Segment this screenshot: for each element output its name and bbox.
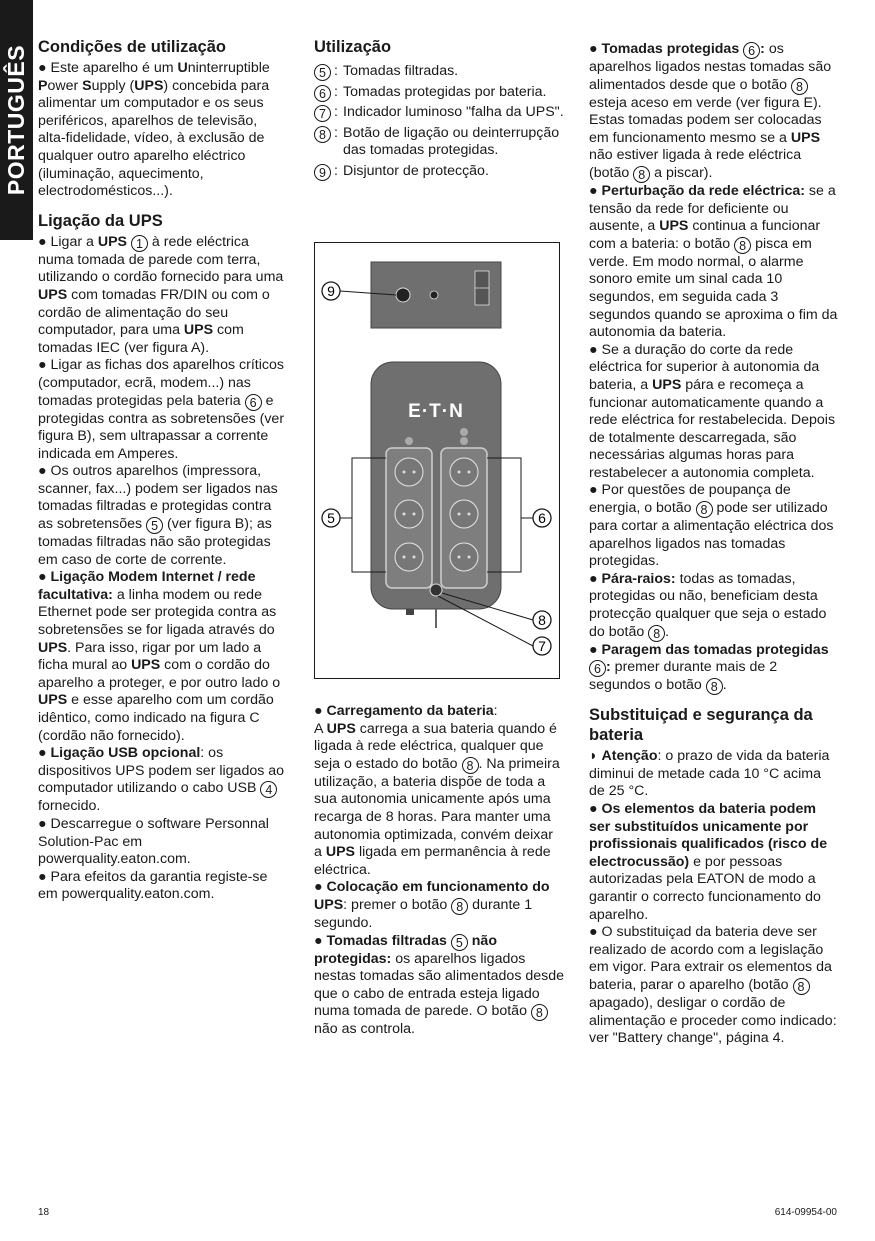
callout-6: 6 [245,394,262,411]
callout-8: 8 [648,625,665,642]
energy-saving-paragraph: ● Por questões de poupança de energia, o botão 8 pode ser utilizado para cortar a alimentação eléctrica dos aparelhos ligados nas tomadas protegidas. [589,482,834,570]
legend-item: 9 : Disjuntor de protecção. [314,163,564,181]
callout-8: 8 [706,678,723,695]
lightning-paragraph: ● Pára-raios: todas as tomadas, protegidas ou não, beneficiam desta protecção qualquer que seja o estado do botão 8 . [589,570,827,641]
legend-item: 5 : Tomadas filtradas. [314,63,564,81]
language-tab [0,0,33,240]
callout-1: 1 [131,235,148,252]
svg-text:7: 7 [538,638,546,654]
svg-text:8: 8 [538,612,546,628]
replacement-paragraph: ● O substituiçad da bateria deve ser realizado de acordo com a legislação em vigor. Para extrair os elementos da bateria, parar o aparelho (botão 8 apagado), desligar o cordão de alimentação e proceder como indicado: ver "Battery change", página 4. [589,924,837,1047]
language-tab-label: PORTUGUÊS [3,44,29,196]
callout-8: 8 [462,757,479,774]
ups-figure [314,242,560,679]
long-outage-paragraph: ● Se a duração do corte da rede eléctrica for superior à autonomia da bateria, a UPS pára e recomeça a funcionar automaticamente quando a rede eléctrica for restabelecida. Depois de totalmente descarregada, são necessárias algumas horas para restabelecer a autonomia completa. [589,341,836,481]
legend-item: 8 : Botão de ligação ou deinterrupção das tomadas protegidas. [314,125,564,160]
power-button-icon [430,584,442,596]
column-2 [314,37,564,184]
page-number: 18 [38,1207,50,1218]
callout-8: 8 [531,1004,548,1021]
protected-outlets-paragraph: ● Tomadas protegidas 6 : os aparelhos ligados nestas tomadas são alimentados desde que o botão 8 esteja aceso em verde (ver figura E). Estas tomadas podem ser colocadas em funcionamento mesmo se a UPS não estiver ligada à rede eléctrica (botão 8 a piscar). [589,41,832,182]
stop-paragraph: ● Paragem das tomadas protegidas 6 : premer durante mais de 2 segundos o botão 8 . [589,641,829,695]
callout-8: 8 [791,78,808,95]
legend-list [314,63,564,181]
legend-item: 7 : Indicador luminoso "falha da UPS". [314,104,564,122]
column-2-lower [314,703,564,1039]
callout-8: 8 [696,501,713,518]
charging-heading: ● Carregamento da bateria: [314,703,498,719]
modem-paragraph: ● Ligação Modem Internet / rede facultativa: a linha modem ou rede Ethernet pode ser protegida contra as sobretensões se for ligada através do UPS. Para isso, rigar por um lado a ficha mural ao UPS com o cordão do aparelho a proteger, e por outro lado o UPS e esse aparelho com um cordão idêntico, como indicado na figura C (cordão não fornecido). [38,569,281,744]
document-code: 614-09954-00 [774,1207,837,1218]
callout-8: 8 [451,898,468,915]
column-1 [38,37,288,904]
usb-paragraph: ● Ligação USB opcional: os dispositivos UPS podem ser ligados ao computador utilizando o cabo USB 4 fornecido. [38,745,285,815]
legend-item: 6 : Tomadas protegidas por bateria. [314,84,564,102]
warranty-paragraph: ● Para efeitos da garantia registe-se em powerquality.eaton.com. [38,868,268,903]
callout-8: 8 [633,166,650,183]
callout-6: 6 [589,660,606,677]
battery-heading: Substituiçad e segurança da bateria [589,706,813,745]
callout-5: 5 [146,517,163,534]
callout-5: 5 [451,934,468,951]
attention-paragraph: ◗ Atenção: o prazo de vida da bateria diminui de metade cada 10 °C acima de 25 °C. [589,748,830,800]
callout-8: 8 [793,978,810,995]
eaton-logo: E·T·N [408,401,464,422]
svg-text:9: 9 [327,283,335,299]
column-3 [589,41,839,1048]
disturbance-paragraph: ● Perturbação da rede eléctrica: se a tensão da rede for deficiente ou ausente, a UPS continua a funcionar com a bateria: o botão 8 pisca em verde. Em modo normal, o alarme sonoro emite um sinal cada 10 segundos, em seguida cada 3 segundos quando se aproxima o fim da autonomia da bateria. [589,182,838,341]
callout-8: 8 [734,237,751,254]
qualified-paragraph: ● Os elementos da bateria podem ser substituídos unicamente por profissionais qualificados (risco de electrocussão) e por pessoas autorizadas pela EATON de modo a garantir o correcto funcionamento do aparelho. [589,801,828,923]
usage-heading: Utilização [314,38,392,56]
connect-mains-paragraph: ● Ligar a UPS 1 à rede eléctrica numa tomada de parede com terra, utilizando o cordão fornecido para uma UPS com tomadas FR/DIN ou com o cordão de alimentação do seu computador, para uma UPS com tomadas IEC (ver figura A). [38,233,284,356]
callout-6: 6 [743,42,760,59]
svg-text:6: 6 [538,510,546,526]
filtered-outlets-paragraph: ● Tomadas filtradas 5 não protegidas: os aparelhos ligados nestas tomadas são alimentados desde que o cabo de entrada esteja ligado numa tomada de parede. O botão 8 não as controla. [314,932,565,1038]
start-paragraph: ● Colocação em funcionamento do UPS: premer o botão 8 durante 1 segundo. [314,879,550,931]
other-devices-paragraph: ● Os outros aparelhos (impressora, scanner, fax...) podem ser ligados nas tomadas filtradas e protegidas contra as sobretensões 5 (ver figura B); as tomadas filtradas não são protegidas em caso de corte de corrente. [38,463,278,568]
conditions-heading: Condições de utilização [38,38,226,56]
conditions-text: ● Este aparelho é um Uninterruptible Power Supply (UPS) concebida para alimentar um computador e os seus periféricos, aparelhos de televisão, alta-fidelidade, vídeo, à exclusão de qualquer outro aparelho eléctrico (iluminação, aquecimento, electrodomésticos...). [38,60,270,200]
critical-devices-paragraph: ● Ligar as fichas dos aparelhos críticos (computador, ecrã, modem...) nas tomadas protegidas pela bateria 6 e protegidas contra as sobretensões (ver figura B), sem ultrapassar a corrente indicada em Amperes. [38,357,285,462]
svg-text:5: 5 [327,510,335,526]
callout-4: 4 [260,781,277,798]
connection-heading: Ligação da UPS [38,211,163,230]
breaker-icon [396,288,410,302]
software-paragraph: ● Descarregue o software Personnal Solution-Pac em powerquality.eaton.com. [38,815,269,868]
charging-paragraph: A UPS carrega a sua bateria quando é ligada à rede eléctrica, qualquer que seja o estado do botão 8 . Na primeira utilização, a bateria dispõe de toda a sua autonomia unicamente após uma recarga de 8 horas. Para manter uma autonomia optimizada, convém deixar a UPS ligada em permanência à rede eléctrica. [314,720,560,878]
usb-port-icon [430,291,438,299]
